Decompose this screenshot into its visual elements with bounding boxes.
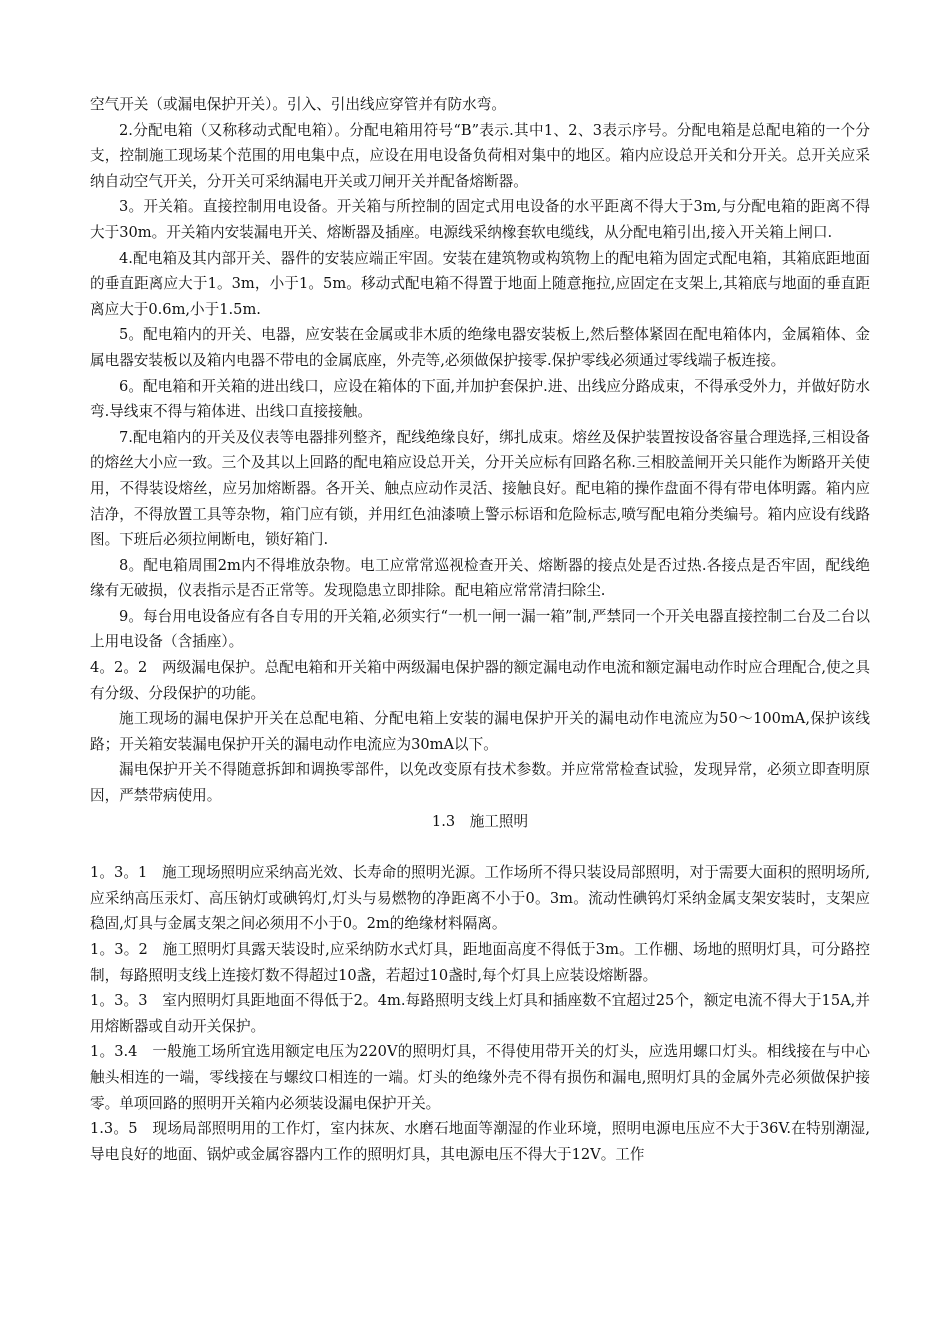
paragraph-leakage-current: 施工现场的漏电保护开关在总配电箱、分配电箱上安装的漏电保护开关的漏电动作电流应为50～100mA,保护该线路；开关箱安装漏电保护开关的漏电动作电流应为30mA以下。 (90, 710, 870, 753)
paragraph-item-8: 8。配电箱周围2m内不得堆放杂物。电工应常常巡视检查开关、熔断器的接点处是否过热.各接点是否牢固，配线绝缘有无破损，仪表指示是否正常等。发现隐患立即排除。配电箱应常常清扫除尘. (90, 556, 870, 600)
paragraph-item-4: 4.配电箱及其内部开关、器件的安装应端正牢固。安装在建筑物或构筑物上的配电箱为固定式配电箱，其箱底距地面的垂直距离应大于1。3m，小于1。5m。移动式配电箱不得置于地面上随意拖拉,应固定在支架上,其箱底与地面的垂直距离应大于0.6m,小于1.5m. (90, 249, 870, 318)
paragraph-item-7: 7.配电箱内的开关及仪表等电器排列整齐，配线绝缘良好，绑扎成束。熔丝及保护装置按设备容量合理选择,三相设备的熔丝大小应一致。三个及其以上回路的配电箱应设总开关，分开关应标有回路名称.三相胶盖闸开关只能作为断路开关使用，不得装设熔丝，应另加熔断器。各开关、触点应动作灵活、接触良好。配电箱的操作盘面不得有带电体明露。箱内应洁净，不得放置工具等杂物，箱门应有锁，并用红色油漆喷上警示标语和危险标志,喷写配电箱分类编号。箱内应设有线路图。下班后必须拉闸断电，锁好箱门. (90, 428, 870, 549)
paragraph-1-3-4: 1。3.4 一般施工场所宜选用额定电压为220V的照明灯具，不得使用带开关的灯头，应选用螺口灯头。相线接在与中心触头相连的一端，零线接在与螺纹口相连的一端。灯头的绝缘外壳不得有损伤和漏电,照明灯具的金属外壳必须做保护接零。单项回路的照明开关箱内必须装设漏电保护开关。 (90, 1043, 870, 1112)
paragraph-1-3-5: 1.3。5 现场局部照明用的工作灯，室内抹灰、水磨石地面等潮湿的作业环境，照明电源电压应不大于36V.在特别潮湿,导电良好的地面、锅炉或金属容器内工作的照明灯具，其电源电压不得大于12V。工作 (90, 1120, 870, 1163)
paragraph-1-3-1: 1。3。1 施工现场照明应采纳高光效、长寿命的照明光源。工作场所不得只装设局部照明，对于需要大面积的照明场所,应采纳高压汞灯、高压钠灯或碘钨灯,灯头与易燃物的净距离不小于0。3m。流动性碘钨灯采纳金属支架安装时，支架应稳固,灯具与金属支架之间必须用不小于0。2m的绝缘材料隔离。 (90, 864, 870, 933)
section-heading: 1.3 施工照明 (431, 812, 529, 830)
paragraph-item-2: 2.分配电箱（又称移动式配电箱）。分配电箱用符号“B”表示.其中1、2、3表示序号。分配电箱是总配电箱的一个分支，控制施工现场某个范围的用电集中点，应设在用电设备负荷相对集中的地区。箱内应设总开关和分开关。总开关应采纳自动空气开关，分开关可采纳漏电开关或刀闸开关并配备熔断器。 (90, 121, 870, 190)
paragraph-item-9: 9。每台用电设备应有各自专用的开关箱,必须实行“一机一闸一漏一箱”制,严禁同一个开关电器直接控制二台及二台以上用电设备（含插座）。 (90, 607, 870, 651)
section-paragraphs (90, 860, 870, 1167)
paragraph-4-2-2: 4。2。2 两级漏电保护。总配电箱和开关箱中两级漏电保护器的额定漏电动作电流和额定漏电动作时应合理配合,使之具有分级、分段保护的功能。 (90, 659, 870, 702)
paragraph-intro: 空气开关（或漏电保护开关）。引入、引出线应穿管并有防水弯。 (90, 96, 506, 113)
paragraph-leakage-maintenance: 漏电保护开关不得随意拆卸和调换零部件，以免改变原有技术参数。并应常常检查试验，发现异常，必须立即查明原因，严禁带病使用。 (90, 761, 870, 805)
paragraph-1-3-2: 1。3。2 施工照明灯具露天装设时,应采纳防水式灯具，距地面高度不得低于3m。工作棚、场地的照明灯具，可分路控制，每路照明支线上连接灯数不得超过10盏，若超过10盏时,每个灯具上应装设熔断器。 (90, 941, 870, 984)
paragraph-item-6: 6。配电箱和开关箱的进出线口，应设在箱体的下面,并加护套保护.进、出线应分路成束，不得承受外力，并做好防水弯.导线束不得与箱体进、出线口直接接触。 (90, 377, 870, 421)
paragraph-item-3: 3。开关箱。直接控制用电设备。开关箱与所控制的固定式用电设备的水平距离不得大于3m,与分配电箱的距离不得大于30m。开关箱内安装漏电开关、熔断器及插座。电源线采纳橡套软电缆线，从分配电箱引出,接入开关箱上闸口. (90, 198, 870, 241)
paragraph-1-3-3: 1。3。3 室内照明灯具距地面不得低于2。4m.每路照明支线上灯具和插座数不宜超过25个，额定电流不得大于15A,并用熔断器或自动开关保护。 (90, 992, 870, 1035)
body-paragraphs (90, 92, 870, 809)
paragraph-item-5: 5。配电箱内的开关、电器，应安装在金属或非木质的绝缘电器安装板上,然后整体紧固在配电箱体内，金属箱体、金属电器安装板以及箱内电器不带电的金属底座，外壳等,必须做保护接零.保护零线必须通过零线端子板连接。 (90, 326, 870, 369)
document-page (90, 92, 870, 1167)
